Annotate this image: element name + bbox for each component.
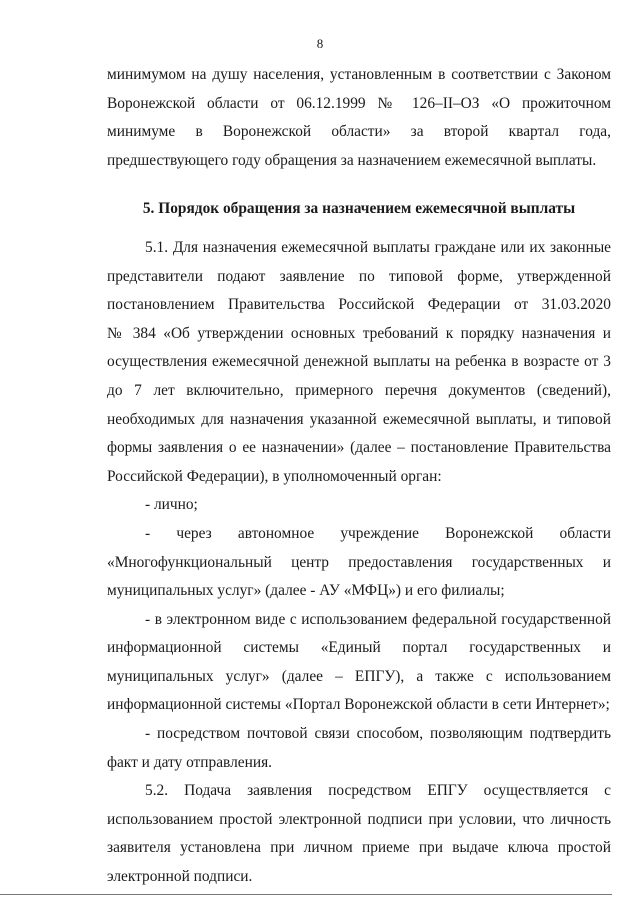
text-line: - посредством почтовой связи способом, позволяющим подтвердить [145,725,611,743]
text-line: - через автономное учреждение Воронежской области [145,524,611,542]
text-line: «Многофункциональный центр предоставления государственных и [107,553,611,571]
list-item-mfc [107,520,611,606]
document-body [107,61,611,892]
text-line: использованием простой электронной подписи при условии, что личность [107,810,611,828]
text-line: муниципальных услуг» (далее – ЕПГУ), а также с использованием [107,667,611,685]
paragraph-5-2 [107,777,611,891]
text-line: электронной подписи. [107,868,253,886]
list-item-personal [107,491,611,520]
text-line: минимуме в Воронежской области» за второй квартал года, [107,123,611,141]
text-line: формы заявления о ее назначении» (далее – постановление Правительства [107,439,611,457]
text-line: минимумом на душу населения, установленным в соответствии с Законом [107,66,611,83]
text-line: - в электронном виде с использованием федеральной государственной [145,610,611,628]
text-line: факт и дату отправления. [107,753,273,771]
text-line: Воронежской области от 06.12.1999 № 126–II–ОЗ «О прожиточном [107,94,611,112]
text-line: 5.2. Подача заявления посредством ЕПГУ осуществляется с [145,782,611,800]
text-line: Российской Федерации), в уполномоченный орган: [107,467,442,485]
list-item-electronic [107,606,611,720]
text-line: информационной системы «Портал Воронежской области в сети Интернет»; [107,696,610,714]
list-item-post [107,720,611,777]
text-line: предшествующего году обращения за назначением ежемесячной выплаты. [107,151,597,169]
text-line: осуществления ежемесячной денежной выплаты на ребенка в возрасте от 3 [107,353,611,371]
text-line: 5.1. Для назначения ежемесячной выплаты граждане или их законные [145,238,611,256]
text-line: до 7 лет включительно, примерного перечня документов (сведений), [107,381,611,399]
text-line: информационной системы «Единый портал государственных и [107,639,611,657]
section-heading: 5. Порядок обращения за назначением ежемесячной выплаты [142,200,576,218]
text-line: представители подают заявление по типовой форме, утвержденной [107,267,611,285]
paragraph-5-1 [107,234,611,491]
page-number: 8 [316,36,324,51]
text-line: постановлением Правительства Российской Федерации от 31.03.2020 [107,296,611,314]
text-line: № 384 «Об утверждении основных требований к порядку назначения и [107,324,611,342]
text-line: муниципальных услуг» (далее - АУ «МФЦ») и его филиалы; [107,582,505,600]
text-line: необходимых для назначения указанной ежемесячной выплаты, и типовой [107,410,611,428]
bottom-border-line [0,894,612,895]
text-line: - лично; [145,496,198,514]
text-line: заявителя установлена при личном приеме при выдаче ключа простой [107,839,611,857]
intro-paragraph [107,61,611,175]
